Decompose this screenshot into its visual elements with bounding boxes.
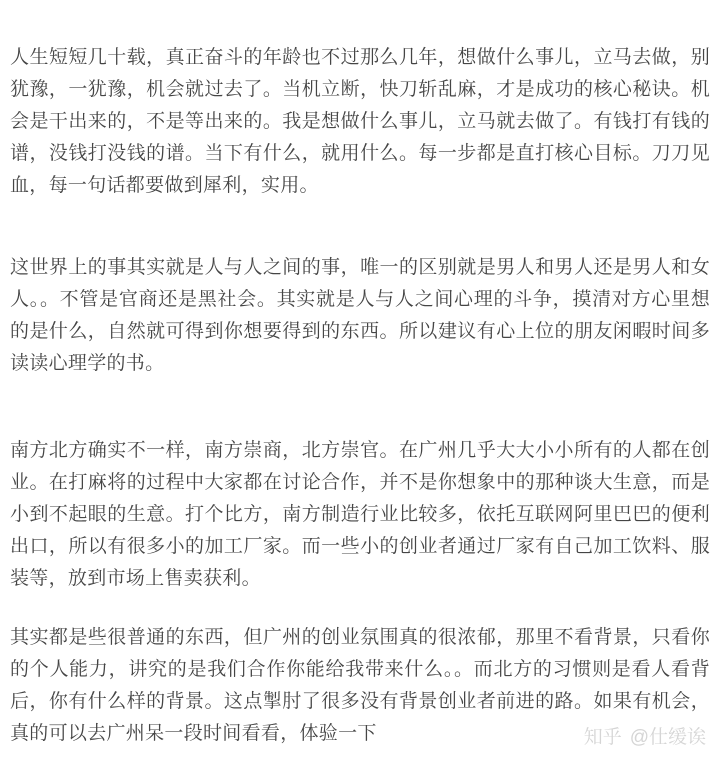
- paragraph-1: 人生短短几十载，真正奋斗的年龄也不过那么几年，想做什么事儿，立马去做，别犹豫，一犹豫，机会就过去了。当机立断，快刀斩乱麻，才是成功的核心秘诀。机会是干出来的，不是等出来的。我是想做什么事儿，立马就去做了。有钱打有钱的谱，没钱打没钱的谱。当下有什么，就用什么。每一步都是直打核心目标。刀刀见血，每一句话都要做到犀利，实用。: [10, 47, 710, 196]
- watermark-author-handle: @仕缓诶: [629, 727, 706, 748]
- zhihu-watermark: [584, 727, 706, 749]
- paragraph-4: 其实都是些很普通的东西，但广州的创业氛围真的很浓郁，那里不看背景，只看你的个人能力，讲究的是我们合作你能给我带来什么。。而北方的习惯则是看人看背后，你有什么样的背景。这点掣肘了很多没有背景创业者前进的路。如果有机会，真的可以去广州呆一段时间看看，体验一下: [10, 627, 710, 744]
- paragraph-3: 南方北方确实不一样，南方崇商，北方崇官。在广州几乎大大小小所有的人都在创业。在打麻将的过程中大家都在讨论合作，并不是你想象中的那种谈大生意，而是小到不起眼的生意。打个比方，南方制造行业比较多，依托互联网阿里巴巴的便利出口，所以有很多小的加工厂家。而一些小的创业者通过厂家有自己加工饮料、服装等，放到市场上售卖获利。: [10, 440, 710, 589]
- zhihu-brand-label: 知乎: [583, 727, 622, 748]
- paragraph-2: 这世界上的事其实就是人与人之间的事，唯一的区别就是男人和男人还是男人和女人。。不管是官商还是黑社会。其实就是人与人之间心理的斗争，摸清对方心里想的是什么，自然就可得到你想要得到的东西。所以建议有心上位的朋友闲暇时间多读读心理学的书。: [10, 257, 710, 374]
